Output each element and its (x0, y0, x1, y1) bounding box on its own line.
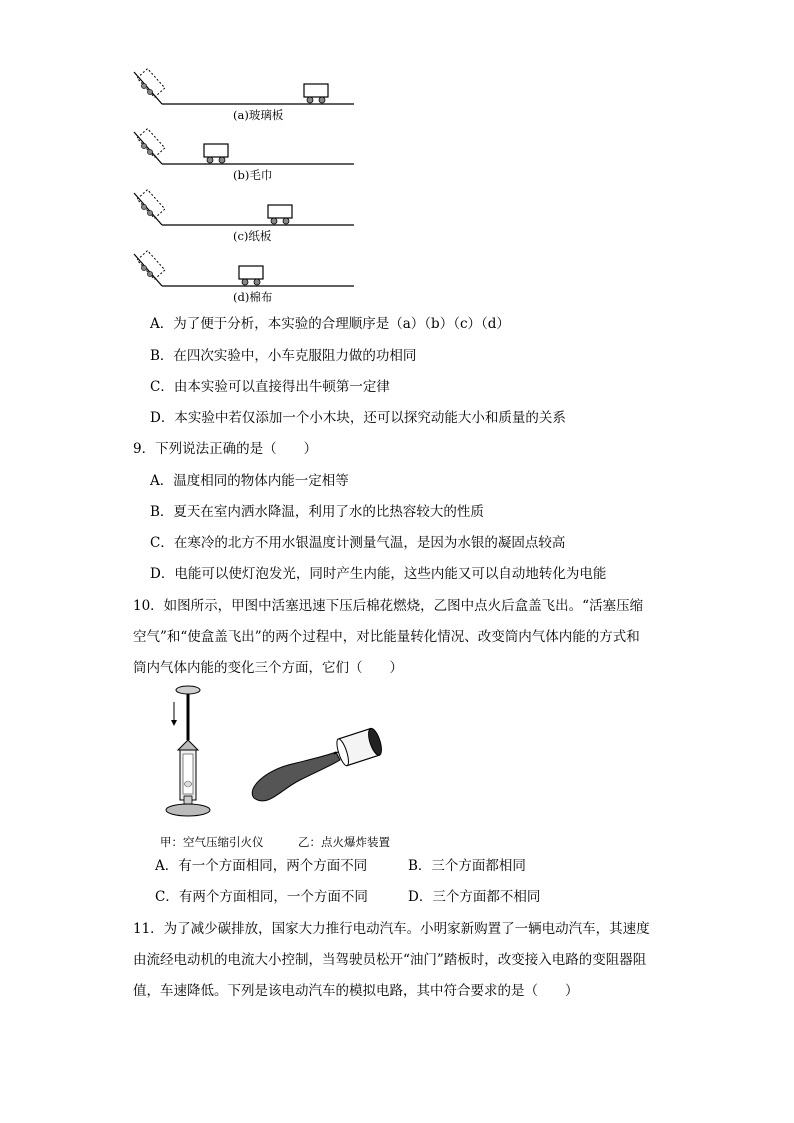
q8-option-d: D．本实验中若仅添加一个小木块，还可以探究动能大小和质量的关系 (150, 410, 566, 426)
q10-option-d: D．三个方面都不相同 (408, 889, 541, 905)
q9-option-b: B．夏天在室内洒水降温，利用了水的比热容较大的性质 (150, 504, 484, 520)
q9-option-d: D．电能可以使灯泡发光，同时产生内能，这些内能又可以自动地转化为电能 (150, 566, 607, 582)
q10-option-a: A．有一个方面相同，两个方面不同 (155, 858, 368, 874)
figure-c-caption: (c)纸板 (233, 229, 272, 243)
figure-d-cotton (132, 250, 362, 292)
figure-a-caption: (a)玻璃板 (233, 108, 284, 122)
air-compression-igniter-figure (160, 684, 220, 820)
q11-stem-line-2: 由流经电动机的电流大小控制，当驾驶员松开“油门”踏板时，改变接入电路的变阻器阻 (133, 952, 647, 968)
ignition-explosion-device-figure (246, 718, 378, 810)
q8-option-a: A．为了便于分析，本实验的合理顺序是（a）（b）（c）（d） (150, 316, 510, 332)
q10-figure-caption: 甲：空气压缩引火仪 乙：点火爆炸装置 (160, 835, 390, 849)
q10-stem-line-1: 10．如图所示，甲图中活塞迅速下压后棉花燃烧，乙图中点火后盒盖飞出。“活塞压缩 (133, 598, 644, 614)
q10-option-c: C．有两个方面相同，一个方面不同 (155, 889, 368, 905)
figure-a-glass (132, 68, 362, 110)
q11-stem-line-3: 值，车速降低。下列是该电动汽车的模拟电路，其中符合要求的是（ ） (133, 983, 579, 999)
q10-option-b: B．三个方面都相同 (408, 858, 526, 874)
figure-d-caption: (d)棉布 (233, 290, 273, 304)
q10-stem-line-2: 空气”和“使盒盖飞出”的两个过程中，对比能量转化情况、改变筒内气体内能的方式和 (133, 629, 640, 645)
q9-option-c: C．在寒冷的北方不用水银温度计测量气温，是因为水银的凝固点较高 (150, 535, 566, 551)
q9-option-a: A．温度相同的物体内能一定相等 (150, 473, 349, 489)
figure-b-caption: (b)毛巾 (233, 168, 273, 182)
figure-c-cardboard (132, 189, 362, 231)
q11-stem-line-1: 11．为了减少碳排放，国家大力推行电动汽车。小明家新购置了一辆电动汽车，其速度 (133, 921, 650, 937)
q10-stem-line-3: 筒内气体内能的变化三个方面，它们（ ） (133, 660, 403, 676)
q9-stem: 9．下列说法正确的是（ ） (133, 441, 318, 457)
figure-b-towel (132, 128, 362, 170)
q8-option-c: C．由本实验可以直接得出牛顿第一定律 (150, 379, 390, 395)
q8-option-b: B．在四次实验中，小车克服阻力做的功相同 (150, 348, 417, 364)
